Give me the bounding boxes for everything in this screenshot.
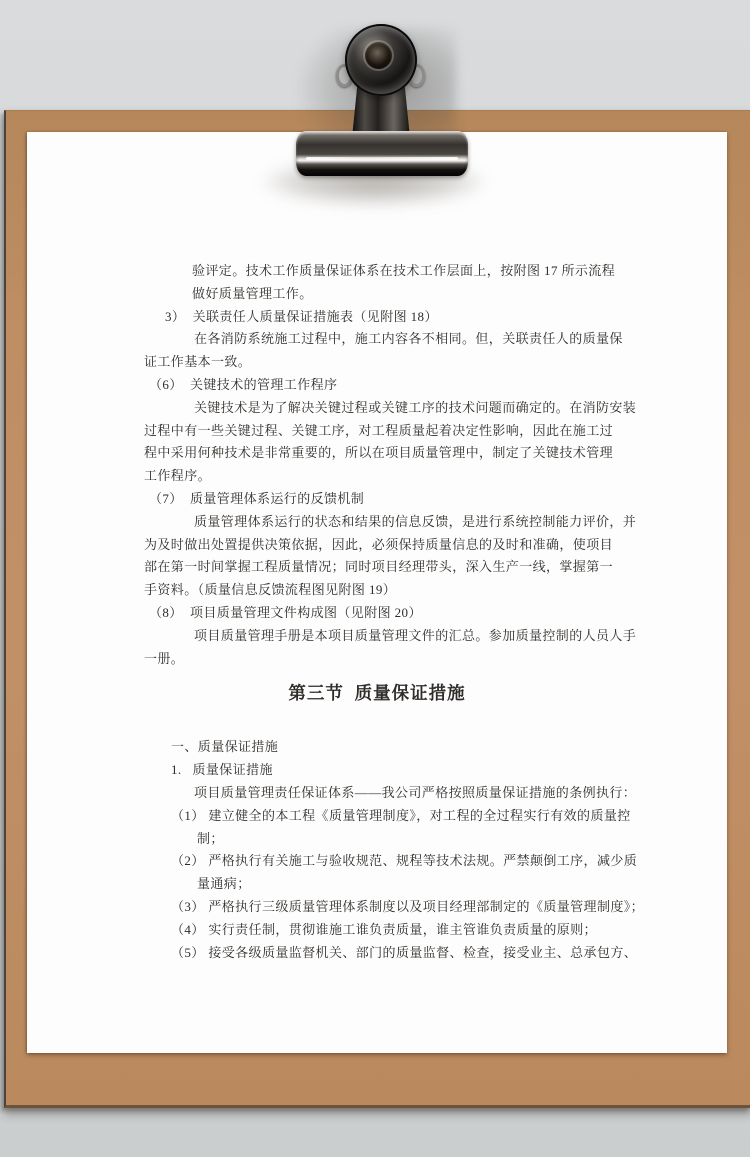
document-text: [27, 132, 727, 964]
document-line: 质量管理体系运行的状态和结果的信息反馈，是进行系统控制能力评价，并: [194, 513, 637, 529]
clip-knob: [345, 24, 417, 96]
document-line: （7） 质量管理体系运行的反馈机制: [149, 490, 365, 506]
document-line: 一、质量保证措施: [171, 739, 279, 755]
document-line: （2） 严格执行有关施工与验收规范、规程等技术法规。严禁颠倒工序，减少质: [171, 853, 638, 869]
document-line: （3） 严格执行三级质量管理体系制度以及项目经理部制定的《质量管理制度》；: [171, 898, 645, 914]
document-line: 验评定。技术工作质量保证体系在技术工作层面上，按附图 17 所示流程: [192, 263, 616, 278]
document-line: 为及时做出处置提供决策依据，因此，必须保持质量信息的及时和准确，使项目: [144, 536, 614, 552]
clip-bar: [296, 131, 468, 176]
document-line: （1） 建立健全的本工程《质量管理制度》，对工程的全过程实行有效的质量控: [171, 807, 631, 823]
document-line: 证工作基本一致。: [144, 354, 252, 370]
document-line: 量通病；: [197, 876, 251, 892]
document-line: 制；: [197, 830, 224, 846]
document-line: 项目质量管理手册是本项目质量管理文件的汇总。参加质量控制的人员人手: [194, 627, 637, 643]
document-line: 做好质量管理工作。: [192, 285, 313, 301]
document-line: 3） 关联责任人质量保证措施表（见附图 18）: [165, 308, 438, 324]
document-line: （6） 关键技术的管理工作程序: [149, 376, 338, 392]
document-line: 部在第一时间掌握工程质量情况；同时项目经理带头，深入生产一线，掌握第一: [144, 559, 614, 575]
document-line: （5） 接受各级质量监督机关、部门的质量监督、检查，接受业主、总承包方、: [171, 944, 638, 960]
document-line: 一册。: [144, 650, 185, 666]
document-line: 工作程序。: [144, 468, 212, 484]
document-line: 程中采用何种技术是非常重要的，所以在项目质量管理中，制定了关键技术管理: [144, 445, 614, 461]
document-line: 关键技术是为了解决关键过程或关键工序的技术问题而确定的。在消防安装: [194, 399, 637, 415]
section-heading: 第三节 质量保证措施: [288, 683, 466, 704]
document-line: 项目质量管理责任保证体系——我公司严格按照质量保证措施的条例执行：: [194, 784, 637, 800]
document-line: 过程中有一些关键过程、关键工序，对工程质量起着决定性影响，因此在施工过: [144, 422, 614, 438]
clip-bar-highlight: [306, 157, 458, 160]
document-line: （4） 实行责任制，贯彻谁施工谁负责质量，谁主管谁负责质量的原则；: [171, 921, 597, 937]
document-line: 在各消防系统施工过程中，施工内容各不相同。但，关联责任人的质量保: [194, 331, 623, 347]
document-line: （8） 项目质量管理文件构成图（见附图 20）: [149, 604, 422, 620]
clip-knob-hole-icon: [365, 42, 392, 69]
paper-sheet: [27, 132, 727, 1053]
document-line: 1. 质量保证措施: [171, 762, 273, 778]
document-line: 手资料。（质量信息反馈流程图见附图 19）: [144, 582, 397, 598]
